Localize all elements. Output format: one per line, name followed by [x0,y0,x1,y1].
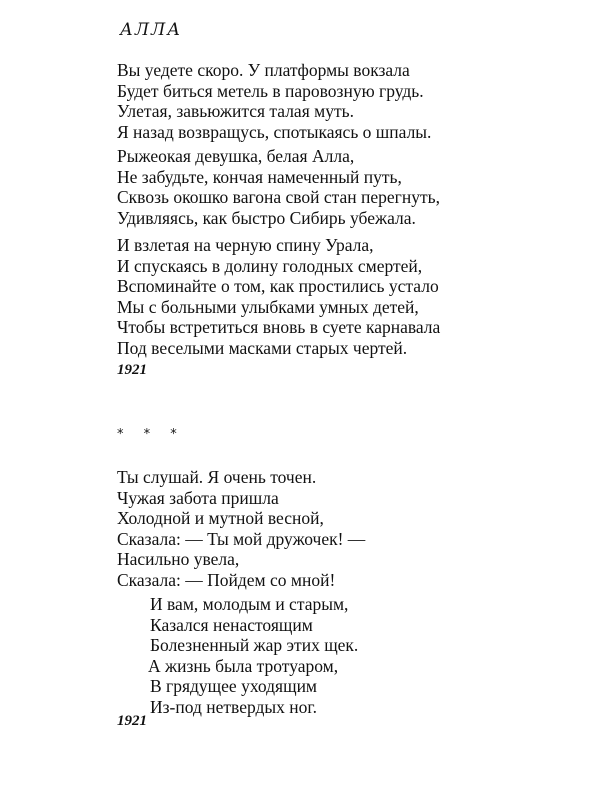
poem1-stanza-2 [117,146,440,228]
poem2-year: 1921 [117,713,147,729]
verse-line: Болезненный жар этих щек. [150,635,359,655]
verse-line: Ты слушай. Я очень точен. [117,467,317,487]
verse-line: Не забудьте, кончая намеченный путь, [117,166,402,187]
verse-line: Из-под нетвердых ног. [150,696,317,717]
verse-line: Чтобы встретиться вновь в суете карнавала [117,317,441,337]
verse-line: Сквозь окошко вагона свой стан перегнуть, [117,187,440,207]
verse-line: И спускаясь в долину голодных смертей, [117,255,423,276]
verse-line: И взлетая на черную спину Урала, [117,235,374,255]
verse-line: Казался ненастоящим [150,614,313,635]
verse-line: Рыжеокая девушка, белая Алла, [117,146,355,166]
verse-line: Сказала: — Пойдем со мной! [117,569,336,590]
poem2-title-asterisks: * * * [117,427,185,442]
verse-line: И вам, молодым и старым, [150,594,349,614]
verse-line: А жизнь была тротуаром, [148,655,339,676]
verse-line: Мы с больными улыбками умных детей, [117,296,419,317]
verse-line: Я назад возвращусь, спотыкаясь о шпалы. [117,121,432,142]
verse-line: Удивляясь, как быстро Сибирь убежала. [117,207,416,228]
verse-line: Холодной и мутной весной, [117,508,324,528]
poem1-stanza-1 [117,60,431,142]
poem1-year: 1921 [117,362,147,378]
verse-line: Чужая забота пришла [117,487,279,508]
poem2-stanza-1 [117,467,365,590]
poem2-stanza-2 [150,594,358,717]
verse-line: Сказала: — Ты мой дружочек! — [117,528,366,549]
verse-line: Насильно увела, [117,549,240,569]
poem1-stanza-3 [117,235,440,358]
poem-title: АЛЛА [120,20,183,40]
verse-line: В грядущее уходящим [150,676,318,696]
verse-line: Будет биться метель в паровозную грудь. [117,80,424,101]
verse-line: Под веселыми масками старых чертей. [117,337,408,358]
verse-line: Вы уедете скоро. У платформы вокзала [117,60,410,80]
verse-line: Улетая, завьюжится талая муть. [117,101,354,121]
verse-line: Вспоминайте о том, как простились устало [117,276,439,296]
